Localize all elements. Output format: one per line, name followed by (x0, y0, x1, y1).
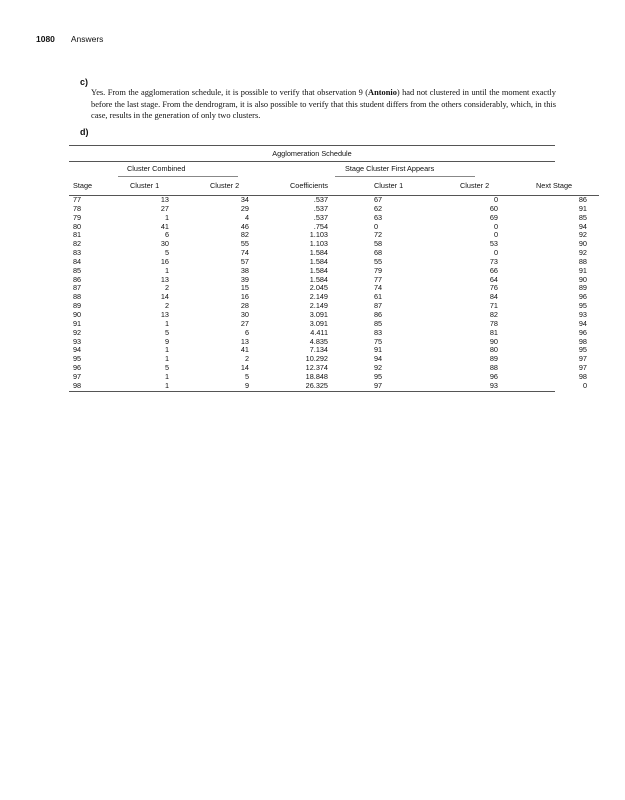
cell-stage: 94 (73, 345, 82, 355)
cell-stage: 77 (73, 195, 82, 204)
cell-cluster-1: 13 (160, 309, 169, 319)
cell-cluster-2: 55 (240, 239, 249, 249)
col-header-cluster-1: Cluster 1 (122, 176, 202, 196)
cell-cluster-2: 29 (240, 203, 249, 213)
table-row (69, 373, 599, 382)
cell-cluster-1: 1 (164, 318, 169, 328)
cell-cluster-1: 1 (164, 354, 169, 364)
cell-cluster-2: 14 (240, 363, 249, 373)
cell-next-stage: 94 (578, 221, 587, 231)
cell-first-appears-cluster-2: 71 (489, 301, 498, 311)
cell-coefficient: 1.103 (309, 239, 328, 249)
cell-first-appears-cluster-2: 88 (489, 363, 498, 373)
cell-coefficient: .754 (313, 221, 328, 231)
cell-cluster-1: 1 (164, 371, 169, 381)
cell-cluster-1: 41 (160, 221, 169, 231)
cell-first-appears-cluster-2: 64 (489, 274, 498, 284)
cell-stage: 80 (73, 221, 82, 231)
table-row (69, 355, 599, 364)
cell-first-appears-cluster-2: 66 (489, 265, 498, 275)
cell-next-stage: 93 (578, 309, 587, 319)
cell-cluster-1: 1 (164, 265, 169, 275)
cell-first-appears-cluster-1: 58 (374, 239, 383, 249)
table-row (69, 382, 599, 391)
cell-coefficient: 26.325 (305, 380, 328, 390)
cell-next-stage: 97 (578, 363, 587, 373)
cell-coefficient: 4.411 (310, 327, 328, 337)
part-d-label: d) (80, 127, 89, 137)
cell-coefficient: 2.149 (309, 292, 328, 302)
table-row (69, 320, 599, 329)
cell-cluster-2: 41 (240, 345, 249, 355)
cell-cluster-1: 2 (164, 301, 169, 311)
bottom-rule (69, 391, 555, 392)
cell-first-appears-cluster-2: 96 (489, 371, 498, 381)
cell-next-stage: 96 (578, 327, 587, 337)
cell-first-appears-cluster-1: 68 (374, 248, 383, 258)
cell-coefficient: 18.848 (305, 371, 328, 381)
table-row (69, 346, 599, 355)
cell-stage: 92 (73, 327, 82, 337)
cell-first-appears-cluster-2: 81 (489, 327, 498, 337)
cell-stage: 85 (73, 265, 82, 275)
cell-first-appears-cluster-2: 84 (489, 292, 498, 302)
cell-coefficient: 1.584 (309, 248, 328, 258)
cell-cluster-1: 13 (160, 274, 169, 284)
running-head (36, 34, 103, 44)
cell-next-stage: 95 (578, 345, 587, 355)
cell-cluster-1: 14 (160, 292, 169, 302)
cell-cluster-1: 2 (164, 283, 169, 293)
col-header-coefficients: Coefficients (282, 176, 368, 196)
cell-cluster-1: 13 (160, 195, 169, 204)
cell-cluster-1: 5 (164, 327, 169, 337)
cell-cluster-2: 15 (240, 283, 249, 293)
cell-first-appears-cluster-2: 0 (493, 248, 498, 258)
cell-cluster-1: 1 (164, 212, 169, 222)
table-row (69, 284, 599, 293)
cell-first-appears-cluster-1: 67 (374, 195, 383, 204)
table-row (69, 240, 599, 249)
cell-cluster-2: 57 (240, 256, 249, 266)
cell-coefficient: 3.091 (309, 318, 328, 328)
cell-cluster-2: 38 (240, 265, 249, 275)
cell-cluster-2: 4 (244, 212, 249, 222)
cell-cluster-2: 9 (244, 380, 249, 390)
cell-next-stage: 94 (578, 318, 587, 328)
cell-coefficient: 1.584 (309, 256, 328, 266)
cell-first-appears-cluster-1: 63 (374, 212, 383, 222)
col-header-first-appears-cluster-2: Cluster 2 (450, 176, 536, 196)
table-row (69, 329, 599, 338)
col-header-next-stage: Next Stage (536, 176, 599, 196)
cell-first-appears-cluster-1: 97 (374, 380, 383, 390)
group-rule-right (335, 176, 475, 177)
cell-cluster-1: 16 (160, 256, 169, 266)
schedule-title: Agglomeration Schedule (272, 149, 352, 158)
cell-next-stage: 95 (578, 301, 587, 311)
col-header-stage: Stage (69, 176, 122, 196)
cell-first-appears-cluster-1: 79 (374, 265, 383, 275)
cell-next-stage: 92 (578, 230, 587, 240)
cell-stage: 93 (73, 336, 82, 346)
cell-next-stage: 89 (578, 283, 587, 293)
schedule-body (69, 196, 599, 391)
cell-cluster-2: 5 (244, 371, 249, 381)
cell-next-stage: 97 (578, 354, 587, 364)
table-row (69, 231, 599, 240)
col-header-first-appears-cluster-1: Cluster 1 (368, 176, 450, 196)
part-c-answer (91, 87, 556, 122)
cell-first-appears-cluster-2: 90 (489, 336, 498, 346)
cell-first-appears-cluster-1: 62 (374, 203, 383, 213)
cell-cluster-2: 30 (240, 309, 249, 319)
cell-stage: 95 (73, 354, 82, 364)
cell-next-stage: 85 (578, 212, 587, 222)
cell-next-stage: 91 (578, 265, 587, 275)
cell-coefficient: .537 (313, 212, 328, 222)
answer-text-after: ) had not clustered in until the moment exactly before the last stage. From the dendrogram, it is also possible to verify that this student differs from the others considerably, which, in this case, results in the generation of only two clusters. (91, 88, 556, 120)
answer-emphasis-name: Antonio (368, 88, 397, 97)
cell-first-appears-cluster-2: 53 (489, 239, 498, 249)
cell-first-appears-cluster-1: 74 (374, 283, 383, 293)
cell-stage: 81 (73, 230, 82, 240)
table-row (69, 196, 599, 205)
cell-cluster-2: 13 (240, 336, 249, 346)
cell-first-appears-cluster-2: 73 (489, 256, 498, 266)
cell-stage: 89 (73, 301, 82, 311)
cell-first-appears-cluster-1: 55 (374, 256, 383, 266)
cell-first-appears-cluster-1: 83 (374, 327, 383, 337)
cell-cluster-1: 1 (164, 345, 169, 355)
cell-first-appears-cluster-2: 69 (489, 212, 498, 222)
cell-first-appears-cluster-1: 91 (374, 345, 383, 355)
cell-first-appears-cluster-2: 80 (489, 345, 498, 355)
cell-first-appears-cluster-1: 72 (374, 230, 383, 240)
cell-cluster-1: 9 (164, 336, 169, 346)
cell-first-appears-cluster-1: 0 (374, 221, 379, 231)
cell-cluster-1: 27 (160, 203, 169, 213)
cell-stage: 91 (73, 318, 82, 328)
table-row (69, 205, 599, 214)
group-rule-left (118, 176, 238, 177)
cell-coefficient: 1.584 (309, 274, 328, 284)
table-row (69, 302, 599, 311)
table-row (69, 276, 599, 285)
cell-next-stage: 98 (578, 336, 587, 346)
cell-cluster-2: 27 (240, 318, 249, 328)
cell-coefficient: 7.134 (309, 345, 328, 355)
cell-cluster-2: 16 (240, 292, 249, 302)
cell-stage: 78 (73, 203, 82, 213)
cell-stage: 87 (73, 283, 82, 293)
cell-stage: 86 (73, 274, 82, 284)
group-header-row (69, 162, 555, 176)
cell-first-appears-cluster-2: 82 (489, 309, 498, 319)
cell-cluster-2: 46 (240, 221, 249, 231)
group-cluster-combined: Cluster Combined (127, 164, 186, 173)
cell-cluster-1: 30 (160, 239, 169, 249)
table-row (69, 364, 599, 373)
cell-next-stage: 0 (582, 380, 587, 390)
cell-cluster-2: 2 (244, 354, 249, 364)
cell-next-stage: 90 (578, 274, 587, 284)
table-row (69, 223, 599, 232)
cell-cluster-1: 1 (164, 380, 169, 390)
section-title: Answers (70, 34, 104, 44)
cell-cluster-2: 34 (240, 195, 249, 204)
table-row (69, 258, 599, 267)
cell-stage: 79 (73, 212, 82, 222)
cell-cluster-1: 5 (164, 363, 169, 373)
schedule-table (69, 176, 599, 391)
table-row (69, 249, 599, 258)
cell-first-appears-cluster-1: 77 (374, 274, 383, 284)
cell-coefficient: 2.149 (309, 301, 328, 311)
cell-coefficient: 2.045 (309, 283, 328, 293)
cell-stage: 98 (73, 380, 82, 390)
cell-coefficient: 10.292 (305, 354, 328, 364)
cell-next-stage: 98 (578, 371, 587, 381)
cell-first-appears-cluster-2: 0 (493, 221, 498, 231)
column-header-row (69, 176, 599, 196)
cell-first-appears-cluster-1: 75 (374, 336, 383, 346)
cell-first-appears-cluster-1: 85 (374, 318, 383, 328)
cell-coefficient: .537 (313, 195, 328, 204)
cell-stage: 88 (73, 292, 82, 302)
cell-next-stage: 91 (578, 203, 587, 213)
cell-next-stage: 88 (578, 256, 587, 266)
table-row (69, 293, 599, 302)
answer-text-before: Yes. From the agglomeration schedule, it is possible to verify that observation 9 ( (91, 88, 369, 97)
cell-first-appears-cluster-1: 87 (374, 301, 383, 311)
cell-first-appears-cluster-1: 95 (374, 371, 383, 381)
cell-stage: 84 (73, 256, 82, 266)
cell-next-stage: 96 (578, 292, 587, 302)
cell-stage: 83 (73, 248, 82, 258)
cell-stage: 96 (73, 363, 82, 373)
cell-next-stage: 92 (578, 248, 587, 258)
cell-first-appears-cluster-2: 93 (489, 380, 498, 390)
page-number: 1080 (36, 34, 55, 44)
part-c-label: c) (80, 77, 89, 87)
group-stage-appears: Stage Cluster First Appears (345, 164, 435, 173)
cell-first-appears-cluster-2: 0 (493, 230, 498, 240)
cell-first-appears-cluster-2: 0 (493, 195, 498, 204)
cell-coefficient: 1.103 (309, 230, 328, 240)
cell-stage: 82 (73, 239, 82, 249)
cell-stage: 90 (73, 309, 82, 319)
cell-cluster-2: 39 (240, 274, 249, 284)
cell-cluster-2: 28 (240, 301, 249, 311)
table-row (69, 267, 599, 276)
col-header-cluster-2: Cluster 2 (202, 176, 282, 196)
table-row (69, 311, 599, 320)
cell-coefficient: 12.374 (305, 363, 328, 373)
cell-first-appears-cluster-2: 78 (489, 318, 498, 328)
cell-first-appears-cluster-2: 60 (489, 203, 498, 213)
agglomeration-schedule (69, 145, 587, 392)
cell-coefficient: 3.091 (309, 309, 328, 319)
cell-first-appears-cluster-1: 92 (374, 363, 383, 373)
cell-first-appears-cluster-2: 89 (489, 354, 498, 364)
cell-coefficient: 4.835 (309, 336, 328, 346)
cell-next-stage: 90 (578, 239, 587, 249)
cell-stage: 97 (73, 371, 82, 381)
cell-first-appears-cluster-1: 94 (374, 354, 383, 364)
table-row (69, 214, 599, 223)
cell-cluster-1: 5 (164, 248, 169, 258)
cell-first-appears-cluster-2: 76 (489, 283, 498, 293)
table-row (69, 338, 599, 347)
cell-first-appears-cluster-1: 61 (374, 292, 383, 302)
cell-cluster-2: 82 (240, 230, 249, 240)
cell-cluster-1: 6 (164, 230, 169, 240)
cell-coefficient: 1.584 (309, 265, 328, 275)
cell-coefficient: .537 (313, 203, 328, 213)
cell-cluster-2: 74 (240, 248, 249, 258)
cell-first-appears-cluster-1: 86 (374, 309, 383, 319)
cell-next-stage: 86 (578, 195, 587, 204)
cell-cluster-2: 6 (244, 327, 249, 337)
